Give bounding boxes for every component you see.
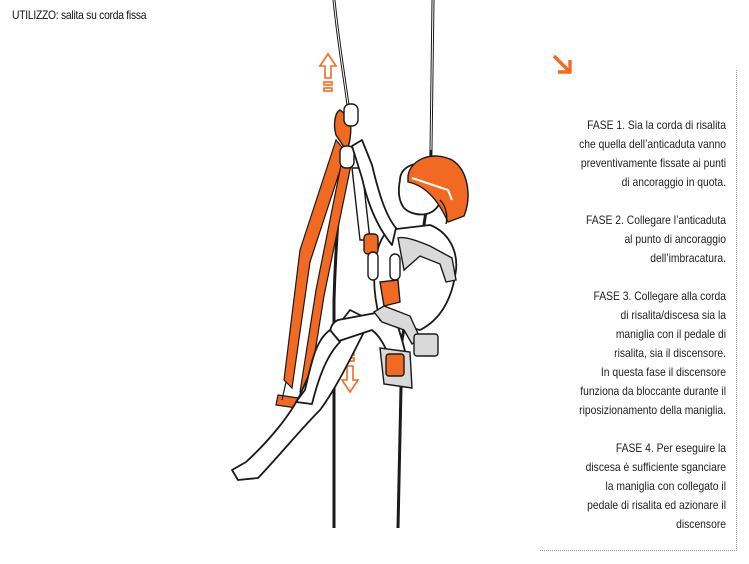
step-line: al punto di ancoraggio <box>624 232 726 246</box>
step-line: di ancoraggio in quota. <box>621 175 726 189</box>
step-line: FASE 3. Collegare alla corda <box>593 289 726 303</box>
step-line: risalita, sia il discensore. <box>614 346 726 360</box>
diagonal-arrow-icon <box>548 50 578 80</box>
usage-title: UTILIZZO: salita su corda fissa <box>12 8 147 22</box>
step-4 <box>528 439 726 534</box>
step-2 <box>528 211 726 268</box>
step-line: dell’imbracatura. <box>650 251 726 265</box>
step-line: la maniglia con collegato il <box>605 479 726 493</box>
step-line: FASE 2. Collegare l’anticaduta <box>586 213 726 227</box>
step-line: funziona da bloccante durante il <box>580 384 726 398</box>
working-rope <box>334 0 348 528</box>
step-line: riposizionamento della maniglia. <box>579 403 726 417</box>
step-3 <box>528 287 726 420</box>
step-line: pedale di risalita ed azionare il <box>587 498 726 512</box>
step-line: In questa fase il discensore <box>600 365 726 379</box>
step-line: FASE 1. Sia la corda di risalita <box>587 118 726 132</box>
step-line: maniglia con il pedale di <box>615 327 726 341</box>
steps-list <box>496 116 726 553</box>
steps-panel <box>540 70 737 551</box>
step-line: discesa è sufficiente sganciare <box>585 460 726 474</box>
step-line: preventivamente fissate ai punti <box>580 156 726 170</box>
step-line: FASE 4. Per eseguire la <box>615 441 726 455</box>
step-1 <box>528 116 726 192</box>
step-line: di risalita/discesa sia la <box>620 308 726 322</box>
step-line: che quella dell’anticaduta vanno <box>579 137 726 151</box>
double-arrow-up-icon <box>320 54 336 91</box>
step-line: discensore <box>676 517 726 531</box>
